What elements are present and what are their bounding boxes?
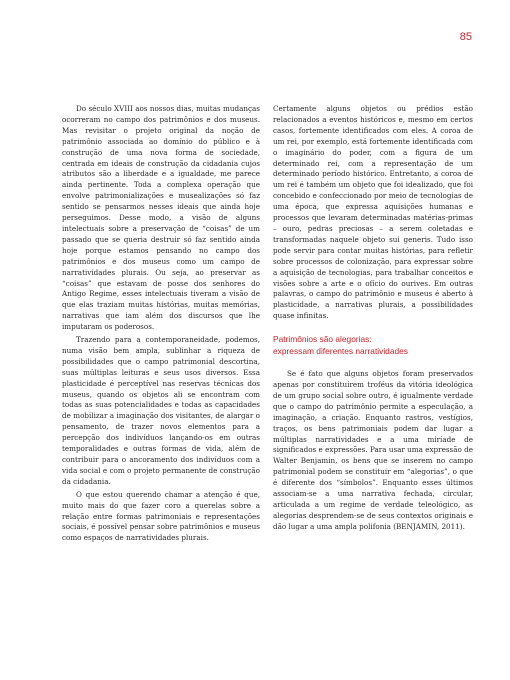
body-paragraph: Se é fato que alguns objetos foram preservados apenas por constituírem troféus da vitória ideológica de um grupo social sobre outro, é igualmente verdade que o campo do patrimônio permite a especulação, a imaginação, a criação. Enquanto rastros, vestígios, traços, os bens patrimoniais podem dar lugar a múltiplas narratividades e a uma miríade de significados e expressões. Para usar uma expressão de Walter Benjamin, os bens que se inserem no campo patrimonial podem se constituir em “alegorias”, o que é diferente dos “símbolos”. Enquanto esses últimos associam-se a uma narrativa fechada, circular, articulada a um regime de verdade teleológico, as alegorias desprendem-se de seus contextos originais e dão lugar a uma ampla polifonia (BENJAMIN, 2011).	[273, 369, 473, 531]
page-number: 85	[459, 31, 472, 43]
right-text-column	[273, 104, 473, 533]
section-heading	[273, 334, 473, 357]
body-paragraph: Trazendo para a contemporaneidade, podemos, numa visão bem ampla, sublinhar a riqueza de possibilidades que o campo patrimonial descortina, suas múltiplas leituras e seus usos diversos. Essa plasticidade é perceptível nas reservas técnicas dos museus, quando os objetos ali se encontram com todas as suas potencialidades e todas as capacidades de mobilizar a imaginação dos visitantes, de alargar o pensamento, de trazer novos elementos para a percepção dos indivíduos lançando-os em outras temporalidades e outras formas de vida, além de contribuir para o ancoramento dos indivíduos com a vida social e com o projeto permanente de construção da cidadania.	[62, 335, 260, 486]
section-heading-line: Patrimônios são alegorias:	[273, 334, 372, 345]
left-text-column	[62, 104, 260, 544]
body-paragraph: Do século XVIII aos nossos dias, muitas mudanças ocorreram no campo dos patrimônios e dos museus. Mas revisitar o projeto original da noção de patrimônio associada ao domínio do público e à construção de uma nova forma de sociedade, centrada em ideais de construção da cidadania cujos atributos são a liberdade e a igualdade, me parece ainda pertinente. Toda a complexa operação que envolve patrimonializações e musealizações só faz sentido se pensarmos nesses ideais que ainda hoje perseguimos. Desse modo, a visão de alguns intelectuais sobre a preservação de “coisas” de um passado que se queria destruir só faz sentido ainda hoje porque estamos pensando no campo dos patrimônios e dos museus como um campo de narratividades plurais. Ou seja, ao preservar as “coisas” que estavam de posse dos senhores do Antigo Regime, esses intelectuais tiveram a visão de que elas traziam muitas histórias, muitas memórias, narrativas que iam além dos discursos que lhe imputaram os poderosos.	[62, 104, 260, 332]
body-paragraph: Certamente alguns objetos ou prédios estão relacionados a eventos históricos e, mesmo em certos casos, fortemente identificados com eles. A coroa de um rei, por exemplo, está fortemente identificada com o imaginário do poder, com a figura de um determinado rei, com a representação de um determinado período histórico. Entretanto, a coroa de um rei é também um objeto que foi idealizado, que foi concebido e confeccionado por meio de tecnologias de uma época, que expressa aquisições humanas e processos que levaram determinadas matérias-primas – ouro, pedras preciosas – a serem coletadas e transformadas naquele objeto sui generis. Tudo isso pode servir para contar muitas histórias, para refletir sobre processos de colonização, para expressar sobre a aquisição de tecnologias, para trabalhar conceitos e visões sobre a arte e o ofício do ourives. Em outras palavras, o campo do patrimônio e museus é aberto à plasticidade, a narrativas plurais, a possibilidades quase infinitas.	[273, 104, 473, 321]
section-heading-line: expressam diferentes narratividades	[273, 345, 408, 356]
body-paragraph: O que estou querendo chamar a atenção é que, muito mais do que fazer coro a querelas sobre a relação entre formas patrimoniais e representações sociais, é possível pensar sobre patrimônios e museus como espaços de narratividades plurais.	[62, 489, 260, 543]
